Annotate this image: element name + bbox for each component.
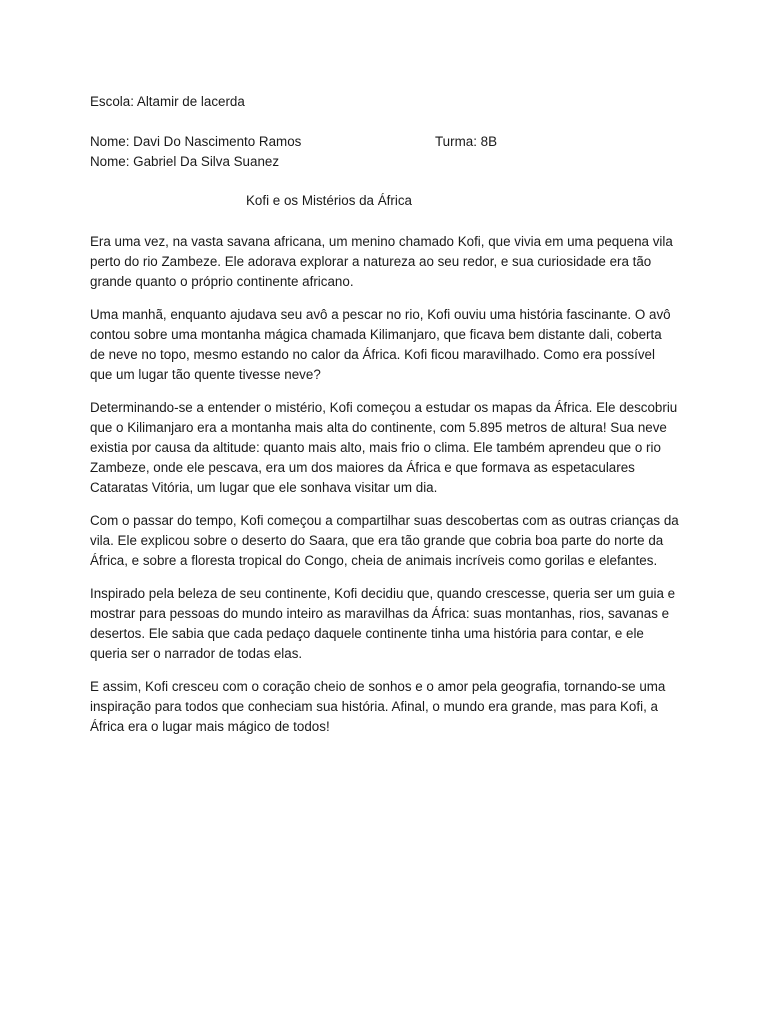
paragraph: Com o passar do tempo, Kofi começou a compartilhar suas descobertas com as outras crianças da vila. Ele explicou sobre o deserto do Saara, que era tão grande que cobria boa parte do norte da África, e sobre a floresta tropical do Congo, cheia de animais incríveis como gorilas e elefantes. — [90, 513, 679, 568]
student-name-1: Nome: Davi Do Nascimento Ramos — [90, 134, 302, 149]
story-title: Kofi e os Mistérios da África — [246, 193, 412, 208]
paragraph: Inspirado pela beleza de seu continente, Kofi decidiu que, quando crescesse, queria ser um guia e mostrar para pessoas do mundo inteiro as maravilhas da África: suas montanhas, rios, savanas e desertos. Ele sabia que cada pedaço daquele continente tinha uma história para contar, e ele queria ser o narrador de todas elas. — [90, 586, 676, 661]
paragraph: Uma manhã, enquanto ajudava seu avô a pescar no rio, Kofi ouviu uma história fascinante. O avô contou sobre uma montanha mágica chamada Kilimanjaro, que ficava bem distante dali, coberta de neve no topo, mesmo estando no calor da África. Kofi ficou maravilhado. Como era possível que um lugar tão quente tivesse neve? — [90, 307, 671, 382]
paragraph: Determinando-se a entender o mistério, Kofi começou a estudar os mapas da África. Ele descobriu que o Kilimanjaro era a montanha mais alta do continente, com 5.895 metros de altura! Sua neve existia por causa da altitude: quanto mais alto, mais frio o clima. Ele também aprendeu que o rio Zambeze, onde ele pescava, era um dos maiores da África e que formava as espetaculares Cataratas Vitória, um lugar que ele sonhava visitar um dia. — [90, 400, 678, 495]
story-body — [90, 232, 680, 750]
school-line: Escola: Altamir de lacerda — [90, 94, 245, 109]
paragraph: Era uma vez, na vasta savana africana, um menino chamado Kofi, que vivia em uma pequena vila perto do rio Zambeze. Ele adorava explorar a natureza ao seu redor, e sua curiosidade era tão grande quanto o próprio continente africano. — [90, 234, 673, 289]
student-name-2: Nome: Gabriel Da Silva Suanez — [90, 154, 280, 169]
class-label: Turma: 8B — [435, 134, 498, 149]
paragraph: E assim, Kofi cresceu com o coração cheio de sonhos e o amor pela geografia, tornando-se uma inspiração para todos que conheciam sua história. Afinal, o mundo era grande, mas para Kofi, a África era o lugar mais mágico de todos! — [90, 679, 666, 734]
